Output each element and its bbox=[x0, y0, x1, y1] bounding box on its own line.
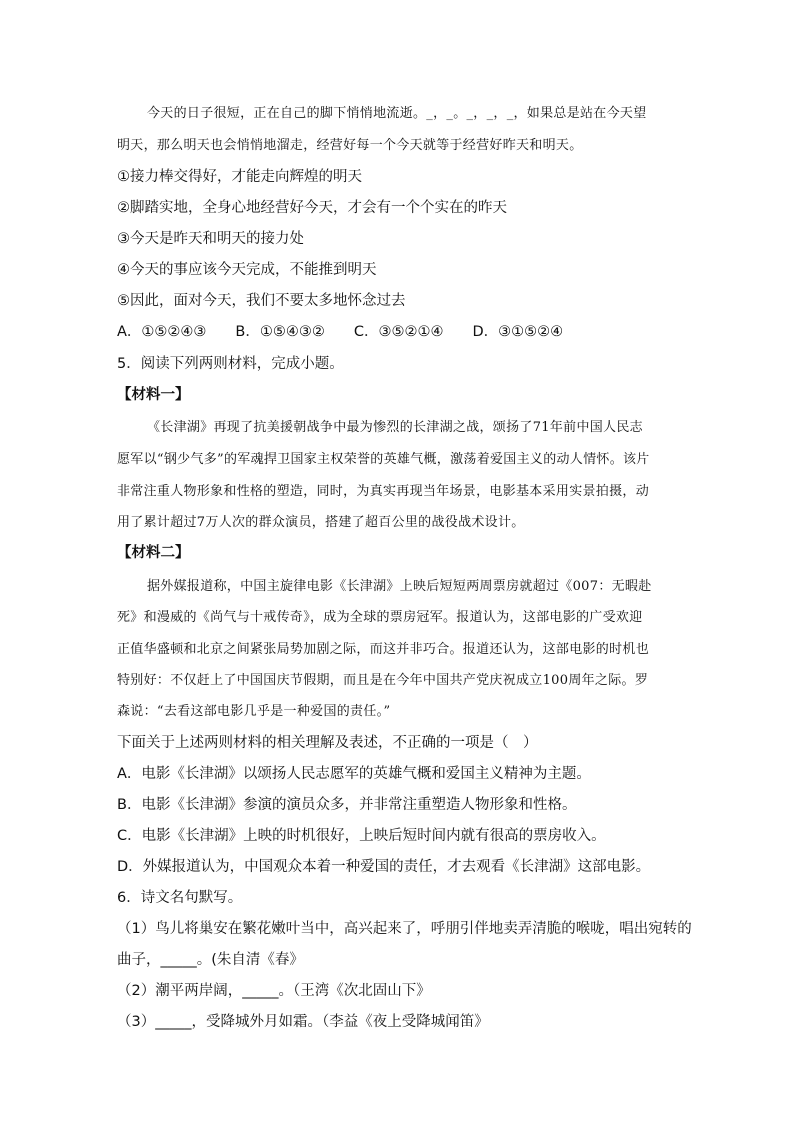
material1-line-2: 愿军以“钢少气多”的军魂捍卫国家主权荣誉的英雄气概，激荡着爱国主义的动人情怀。该片 bbox=[117, 452, 650, 467]
q4-sentence-1: ①接力棒交得好，才能走向辉煌的明天 bbox=[117, 169, 362, 185]
q4-passage-line-1: 今天的日子很短，正在自己的脚下悄悄地流逝。_，_。_，_，_，如果总是站在今天望 bbox=[147, 106, 647, 121]
material2-line-4: 特别好：不仅赶上了中国国庆节假期，而且是在今年中国共产党庆祝成立100周年之际。罗 bbox=[117, 673, 649, 688]
material1-line-4: 用了累计超过7万人次的群众演员，搭建了超百公里的战役战术设计。 bbox=[117, 515, 525, 530]
q6-item-3: （3）_____，受降城外月如霜。（李益《夜上受降城闻笛》 bbox=[117, 1014, 489, 1030]
q4-sentence-3: ③今天是昨天和明天的接力处 bbox=[117, 231, 304, 247]
q5-choice-c: C．电影《长津湖》上映的时机很好，上映后短时间内就有很高的票房收入。 bbox=[117, 828, 606, 844]
q4-sentence-4: ④今天的事应该今天完成，不能推到明天 bbox=[117, 262, 377, 278]
material2-line-1: 据外媒报道称，中国主旋律电影《长津湖》上映后短短两周票房就超过《007：无暇赴 bbox=[147, 579, 652, 594]
q4-sentence-5: ⑤因此，面对今天，我们不要太多地怀念过去 bbox=[117, 293, 406, 309]
q5-choice-d: D．外媒报道认为，中国观众本着一种爱国的责任，才去观看《长津湖》这部电影。 bbox=[117, 859, 651, 875]
q6-item-1-line-1: （1）鸟儿将巢安在繁花嫩叶当中，高兴起来了，呼朋引伴地卖弄清脆的喉咙，唱出宛转的 bbox=[117, 921, 692, 937]
material2-title: 【材料二】 bbox=[117, 545, 190, 561]
q4-passage-line-2: 明天，那么明天也会悄悄地溜走，经营好每一个今天就等于经营好昨天和明天。 bbox=[117, 138, 583, 153]
material1-line-1: 《长津湖》再现了抗美援朝战争中最为惨烈的长津湖之战，颂扬了71年前中国人民志 bbox=[147, 420, 643, 435]
material2-line-2: 死》和漫威的《尚气与十戒传奇》，成为全球的票房冠军。报道认为，这部电影的广受欢迎 bbox=[117, 610, 643, 625]
q4-answer-options: A．①⑤②④③ B．①⑤④③② C．③⑤②①④ D．③①⑤②④ bbox=[117, 324, 564, 340]
material1-title: 【材料一】 bbox=[117, 387, 190, 403]
q6-item-2: （2）潮平两岸阔，_____。（王湾《次北固山下》 bbox=[117, 983, 431, 999]
q5-choice-a: A．电影《长津湖》以颂扬人民志愿军的英雄气概和爱国主义精神为主题。 bbox=[117, 766, 591, 782]
q4-sentence-2: ②脚踏实地，全身心地经营好今天，才会有一个个实在的昨天 bbox=[117, 200, 507, 216]
q5-choice-b: B．电影《长津湖》参演的演员众多，并非常注重塑造人物形象和性格。 bbox=[117, 797, 577, 813]
material2-line-5: 森说：“去看这部电影几乎是一种爱国的责任。” bbox=[117, 704, 391, 719]
material2-line-3: 正值华盛顿和北京之间紧张局势加剧之际，而这并非巧合。报道还认为，这部电影的时机也 bbox=[117, 642, 650, 657]
q5-question: 下面关于上述两则材料的相关理解及表述，不正确的一项是（ ） bbox=[117, 735, 538, 751]
q6-stem: 6．诗文名句默写。 bbox=[117, 890, 243, 906]
material1-line-3: 非常注重人物形象和性格的塑造，同时，为真实再现当年场景，电影基本采用实景拍摄，动 bbox=[117, 484, 650, 499]
q5-stem: 5．阅读下列两则材料，完成小题。 bbox=[117, 356, 344, 372]
q6-item-1-line-2: 曲子，_____。(朱自清《春》 bbox=[117, 952, 304, 968]
